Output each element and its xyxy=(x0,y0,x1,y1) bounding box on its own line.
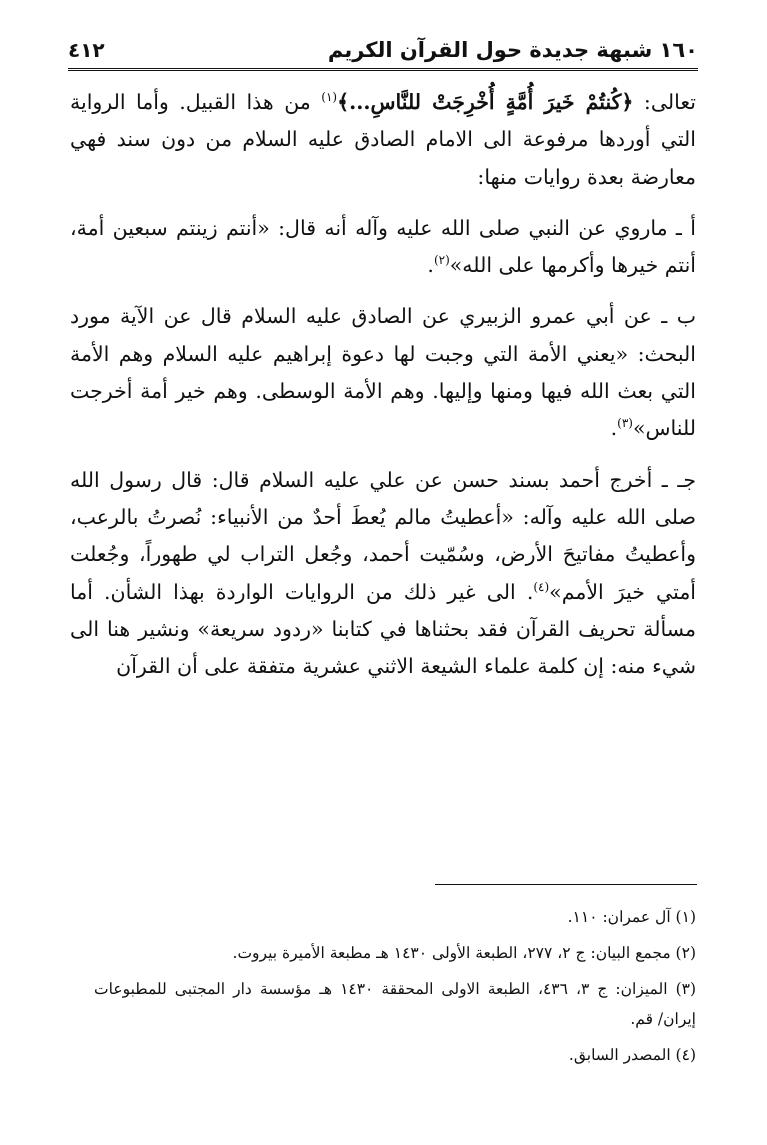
running-title: ١٦٠ شبهة جديدة حول القرآن الكريم xyxy=(327,38,698,62)
paragraph-narration-c xyxy=(70,462,696,686)
narration-b-end: . xyxy=(610,416,618,441)
footnote-separator xyxy=(435,884,697,885)
intro-rest: من هذا القبيل. وأما الرواية التي أوردها مرفوعة الى الامام الصادق عليه السلام من دون سند فهي معارضة بعدة روايات منها: xyxy=(70,90,696,189)
main-text xyxy=(70,84,696,699)
footnote-ref-1[interactable]: (١) xyxy=(321,90,338,105)
footnote-ref-3[interactable]: (٣) xyxy=(617,416,633,431)
page-header xyxy=(68,22,698,71)
intro-lead: تعالى: xyxy=(633,90,696,114)
footnote-ref-4[interactable]: (٤) xyxy=(533,579,550,594)
narration-a-end: . xyxy=(427,253,434,278)
footnote-2: (٢) مجمع البيان: ج ٢، ٢٧٧، الطبعة الأولى ١٤٣٠ هـ مطبعة الأميرة بيروت. xyxy=(232,944,696,962)
footnote-ref-2[interactable]: (٢) xyxy=(433,253,450,268)
narration-c-rest: . الى غير ذلك من الروايات الواردة بهذا الشأن. أما مسألة تحريف القرآن فقد بحثناها في كتابنا «ردود سريعة» ونشير هنا الى شيء منه: إن كلمة علماء الشيعة الاثني عشرية متفقة على أن القرآن xyxy=(70,579,696,679)
footnote-4: (٤) المصدر السابق. xyxy=(568,1046,696,1064)
paragraph-intro xyxy=(70,84,696,196)
quran-verse: ﴿كُنتُمْ خَيرَ أُمَّةٍ أُخْرِجَتْ للنَّاسِ...﴾ xyxy=(337,90,634,114)
narration-a-text: أ ـ ماروي عن النبي صلى الله عليه وآله أنه قال: «أنتم زينتم سبعين أمة، أنتم خيرها وأكرمها على الله» xyxy=(70,215,696,278)
footnote-1: (١) آل عمران: ١١٠. xyxy=(567,908,696,926)
footnote-3: (٣) الميزان: ج ٣، ٤٣٦، الطبعة الاولى المحققة ١٤٣٠ هـ مؤسسة دار المجتبى للمطبوعات إيران/ قم. xyxy=(94,980,697,1028)
footnotes xyxy=(94,902,696,1076)
paragraph-narration-b xyxy=(70,298,696,447)
paragraph-narration-a xyxy=(70,210,696,285)
page-number: ٤١٢ xyxy=(68,38,105,62)
narration-c-text: جـ ـ أخرج أحمد بسند حسن عن علي عليه السلام قال: قال رسول الله صلى الله عليه وآله: «أعطيتُ مالم يُعطَ أحدٌ من الأنبياء: نُصرتُ بالرعب، وأعطيتُ مفاتيحَ الأرض، وسُمّيت أحمد، وجُعل التراب لي طهوراً، وجُعلت أمتي خيرَ الأمم» xyxy=(70,467,696,604)
narration-b-text: ب ـ عن أبي عمرو الزبيري عن الصادق عليه السلام قال عن الآية مورد البحث: «يعني الأمة التي وجبت لها دعوة إبراهيم عليه السلام وهم الأمة التي بعث الله فيها ومنها وإليها. وهم الأمة الوسطى. وهم خير أمة أخرجت للناس» xyxy=(70,304,696,441)
